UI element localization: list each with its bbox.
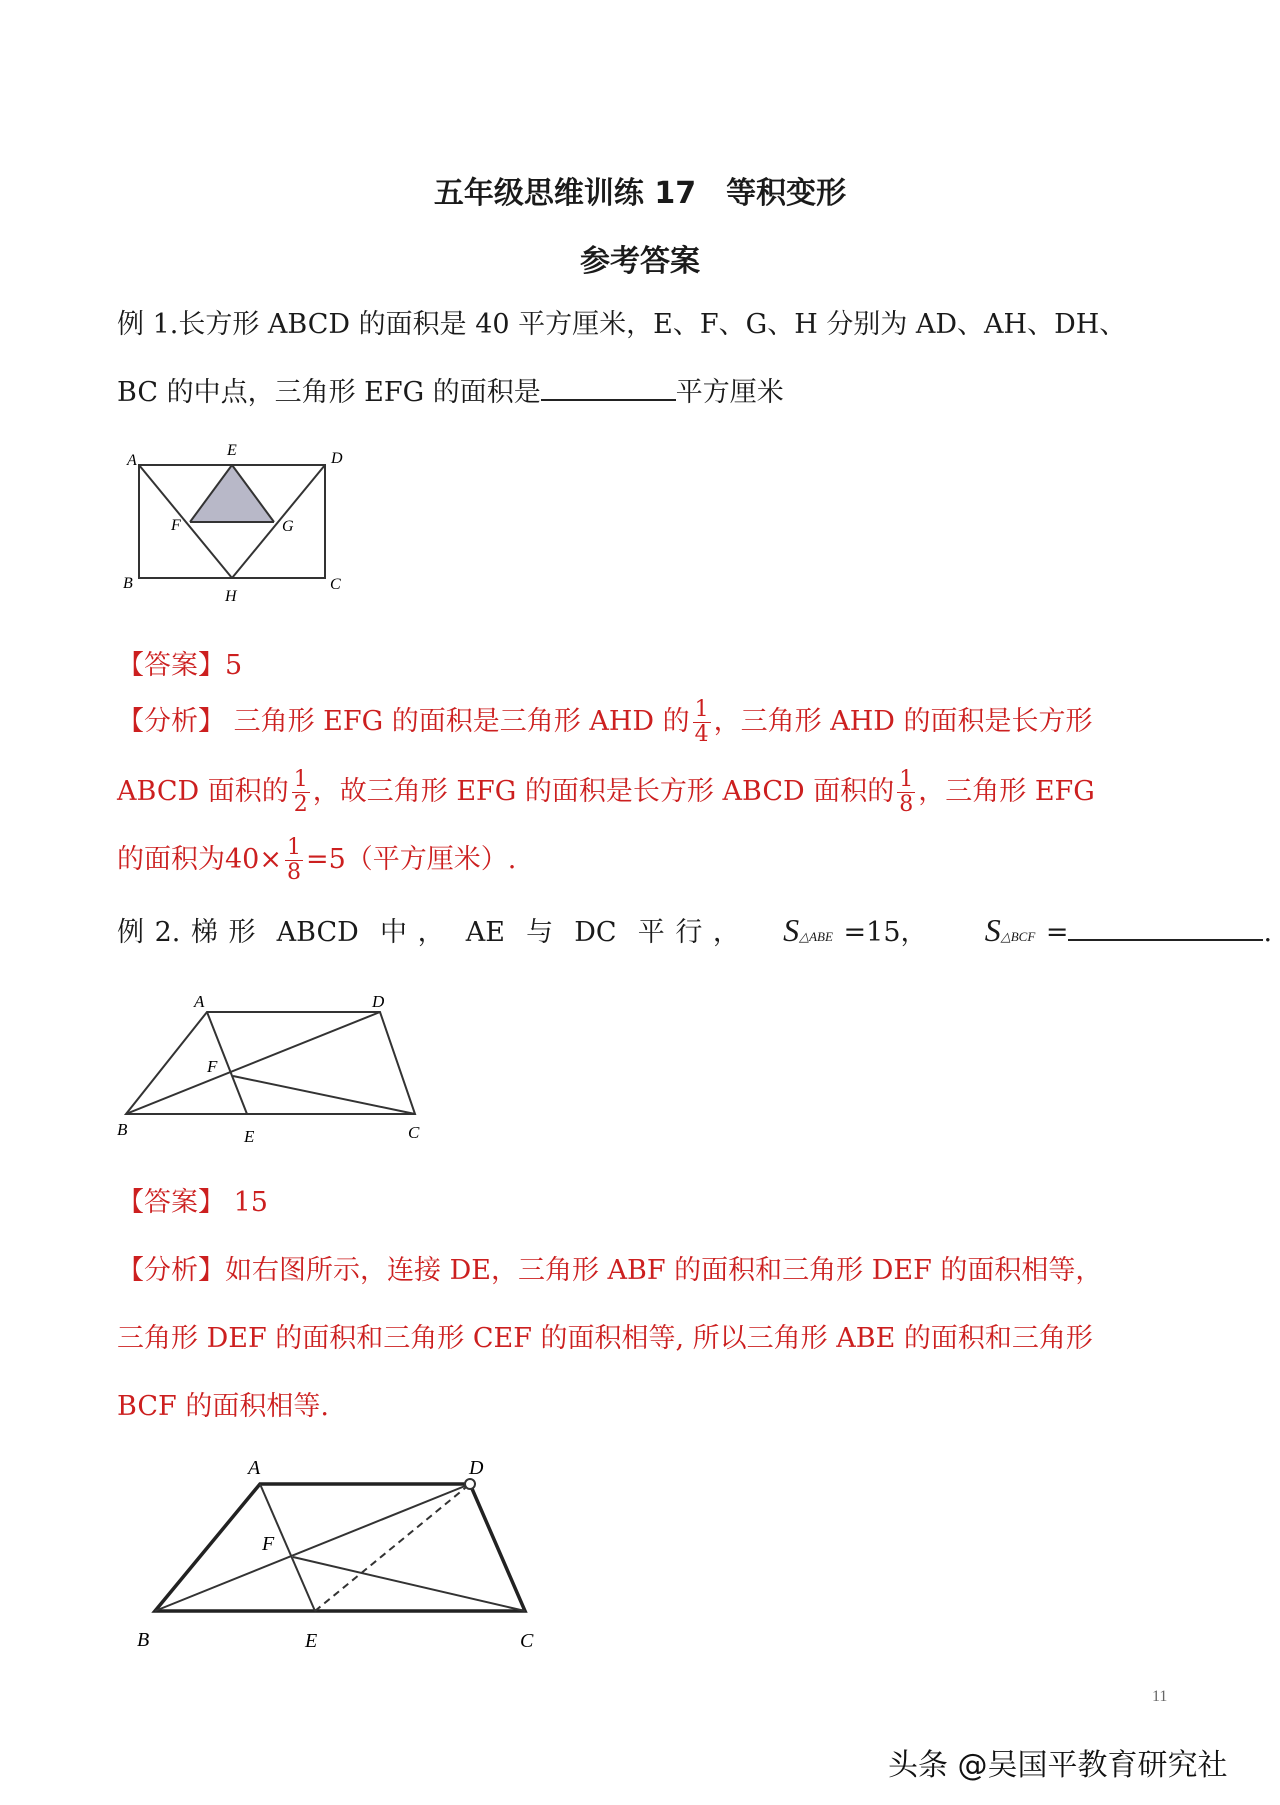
ex1-analysis-text: =5（平方厘米）. [305,844,517,875]
area-symbol-s: S [984,912,1001,948]
page-subtitle: 参考答案 [580,244,700,279]
ex2-solution-label-f: F [262,1533,275,1555]
ex2-label-f: F [207,1057,218,1076]
fraction-one-half: $\frac{1}{2}$ [293,767,308,817]
ex1-label-h: H [225,588,237,605]
ex2-solution-diagram [125,1450,555,1660]
ex1-label-d: D [331,450,343,467]
subscript-abe: △ABE [799,929,833,944]
ex1-analysis-tag: 【分析】 [117,706,225,737]
subscript-bcf: △BCF [1000,929,1036,944]
ex2-question-line [117,910,1272,949]
ex1-analysis-line3 [117,836,516,885]
ex1-answer [117,643,242,682]
ex1-shaded-triangle-efg [190,465,274,522]
ex2-label-a: A [194,992,205,1011]
ex2-solution-trapezoid [155,1484,525,1611]
ex1-analysis-line1 [117,698,1093,747]
ex2-analysis-line3: BCF 的面积相等. [117,1391,329,1422]
ex2-answer-blank [1068,913,1263,941]
ex2-solution-label-d: D [469,1457,484,1479]
fraction-one-quarter: $\frac{1}{4}$ [694,697,709,747]
ex1-analysis-text: ，三角形 AHD 的面积是长方形 [713,706,1093,737]
area-symbol-s: S [783,912,800,948]
ex1-label-a: A [127,452,137,469]
ex2-label-d: D [372,992,385,1011]
ex1-label-f: F [171,517,181,534]
ex1-answer-blank [541,373,676,401]
ex2-equals: = [1045,917,1069,948]
ex2-solution-label-c: C [520,1630,534,1652]
ex1-question-unit: 平方厘米 [675,377,784,408]
ex2-solution-label-e: E [305,1630,318,1652]
ex1-answer-value: 5 [225,650,243,681]
ex2-solution-label-b: B [137,1629,150,1651]
ex1-label-e: E [227,442,237,459]
ex2-label-e: E [244,1127,255,1146]
ex2-question-text: 例 2. 梯 形 ABCD 中 ， AE 与 DC 平 行 ， [117,917,740,948]
page-number: 11 [1152,1688,1168,1705]
ex1-question-line1: 例 1.长方形 ABCD 的面积是 40 平方厘米，E、F、G、H 分别为 AD、AH、DH、 [117,309,1127,340]
ex1-answer-tag: 【答案】 [117,650,225,681]
ex2-solution-label-a: A [248,1457,261,1479]
page-title: 五年级思维训练 17 等积变形 [433,176,847,211]
ex2-answer-tag: 【答案】 [117,1187,225,1218]
ex2-analysis-line2: 三角形 DEF 的面积和三角形 CEF 的面积相等, 所以三角形 ABE 的面积和三角形 [117,1323,1093,1354]
ex2-answer-value: 15 [233,1187,268,1218]
ex1-label-c: C [330,576,341,593]
ex2-trapezoid-abcd [126,1012,415,1114]
watermark: 头条 @吴国平教育研究社 [888,1748,1228,1783]
ex2-analysis-tag: 【分析】 [117,1255,225,1286]
fraction-one-eighth: $\frac{1}{8}$ [899,767,914,817]
ex2-label-b: B [117,1120,128,1139]
ex1-label-b: B [123,575,133,592]
ex2-analysis-line1 [117,1248,1102,1287]
ex2-solution-point-d [465,1479,475,1489]
ex2-answer [117,1180,268,1219]
ex1-question-text: BC 的中点，三角形 EFG 的面积是 [117,377,541,408]
ex1-rectangle-diagram [115,425,355,610]
ex1-analysis-text: 的面积为40× [117,844,282,875]
fraction-one-eighth: $\frac{1}{8}$ [286,835,301,885]
ex1-analysis-text: ABCD 面积的 [117,776,289,807]
ex2-given-value: =15， [843,917,928,948]
ex1-analysis-text: 三角形 EFG 的面积是三角形 AHD 的 [233,706,690,737]
ex2-period: . [1263,917,1273,948]
ex1-label-g: G [282,518,294,535]
ex2-segment-fc [233,1076,415,1114]
ex2-label-c: C [408,1123,420,1142]
ex1-question-line2 [117,370,784,409]
ex2-trapezoid-diagram [110,990,430,1160]
ex2-solution-segment-fc [293,1557,525,1611]
ex1-analysis-text: ，故三角形 EFG 的面积是长方形 ABCD 面积的 [312,776,895,807]
ex2-analysis-text: 如右图所示，连接 DE，三角形 ABF 的面积和三角形 DEF 的面积相等， [225,1255,1103,1286]
ex2-solution-segment-bd [155,1484,470,1611]
ex1-analysis-text: ，三角形 EFG [918,776,1095,807]
ex1-analysis-line2 [117,768,1095,817]
